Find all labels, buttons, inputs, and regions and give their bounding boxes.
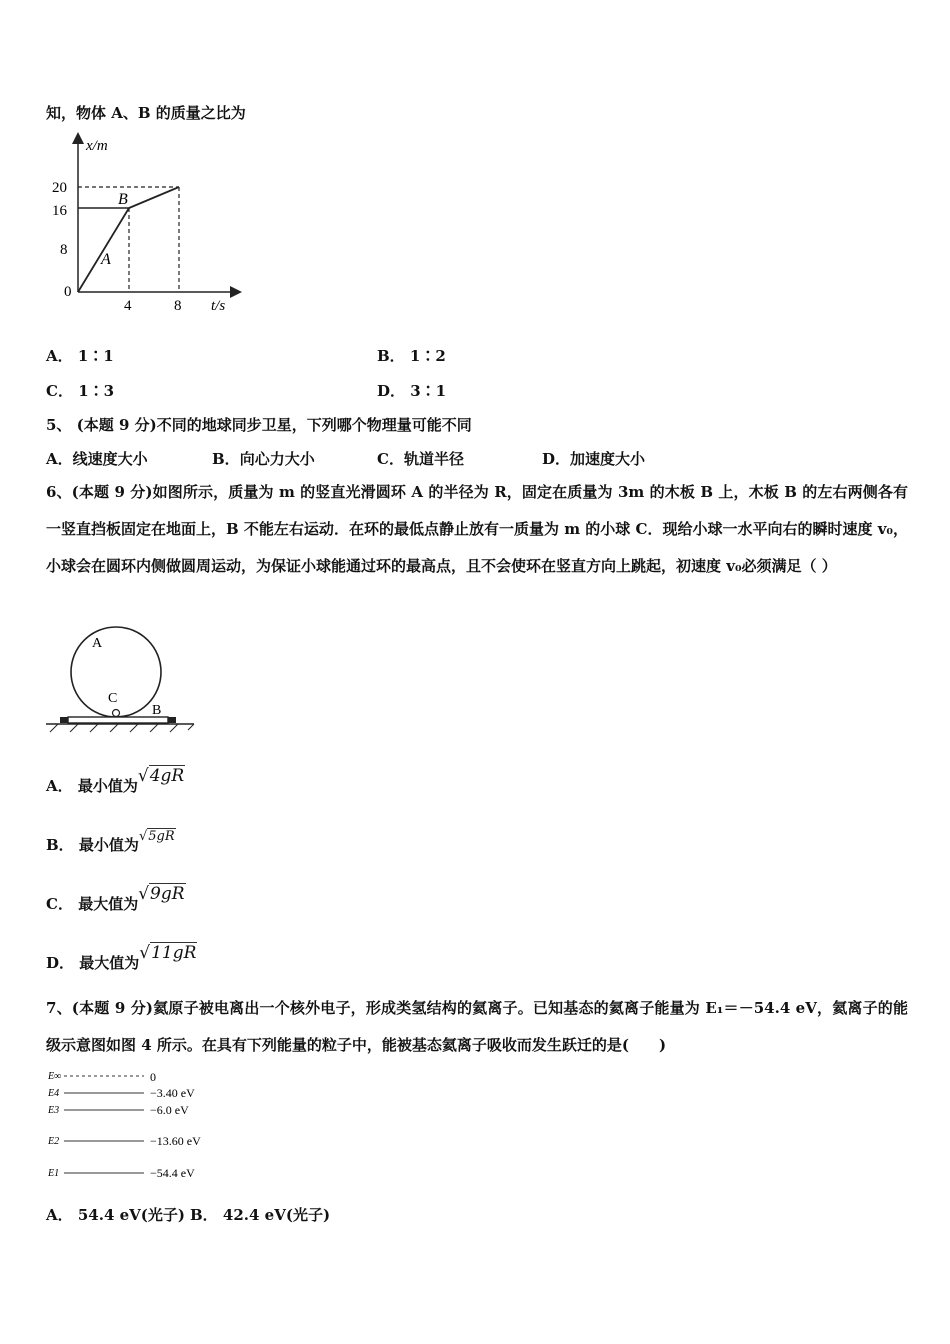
q4-option-d[interactable]: D． 3∶1 — [377, 382, 447, 400]
sqrt-formula-c: √9gR — [138, 884, 185, 904]
level-name-4: E4 — [48, 1088, 60, 1099]
q4-option-b[interactable]: B． 1∶2 — [377, 347, 446, 365]
sqrt-formula-a: √4gR — [137, 766, 185, 786]
q7-stem: 7、(本题 9 分)氦原子被电离出一个核外电子，形成类氢结构的氦离子。已知基态的氦离子能量为 E₁＝－54.4 eV，氦离子的能级示意图如图 4 所示。在具有下列能量的粒子中，能被基态氦离子吸收而发生跃迁的是( ) — [46, 999, 908, 1054]
x-tick-8: 8 — [174, 298, 182, 314]
q7-option-a[interactable]: A． 54.4 eV(光子) — [46, 1206, 186, 1224]
fig-label-B: B — [152, 703, 162, 718]
level-value-3: −6.0 eV — [150, 1103, 189, 1117]
q6-stem: 6、(本题 9 分)如图所示，质量为 m 的竖直光滑圆环 A 的半径为 R，固定在质量为 3m 的木板 B 上，木板 B 的左右两侧各有一竖直挡板固定在地面上，B 不能左右运动．在环的最低点静止放有一质量为 m 的小球 C．现给小球一水平向右的瞬时速度 v₀，小球会在圆环内侧做圆周运动，为保证小球能通过环的最高点，且不会使环在竖直方向上跳起，初速度 v₀必须满足（ ） — [46, 483, 908, 575]
q5-option-a[interactable]: A．线速度大小 — [46, 450, 148, 468]
level-name-2: E2 — [48, 1136, 60, 1147]
x-tick-4: 4 — [124, 298, 132, 314]
q5-option-c[interactable]: C．轨道半径 — [377, 450, 464, 468]
q6-option-d[interactable]: D． 最大值为√11gR — [46, 943, 197, 972]
stop-right — [168, 717, 176, 723]
level-value-2: −13.60 eV — [150, 1134, 201, 1148]
q4-intro: 知，物体 A、B 的质量之比为 — [46, 104, 246, 122]
q7-option-b[interactable]: B． 42.4 eV(光子) — [190, 1206, 331, 1224]
stop-left — [60, 717, 68, 723]
label-B: B — [118, 191, 128, 208]
q4-option-a[interactable]: A． 1∶1 — [46, 347, 114, 365]
level-name-3: E3 — [48, 1105, 60, 1116]
level-value-inf: 0 — [150, 1070, 156, 1084]
q5-stem: 5、 (本题 9 分)不同的地球同步卫星，下列哪个物理量可能不同 — [46, 416, 472, 434]
fig-label-A: A — [92, 636, 103, 651]
fig-label-C: C — [108, 691, 118, 706]
level-name-1: E1 — [48, 1168, 60, 1179]
x-label: t/s — [211, 298, 226, 314]
q6-option-a[interactable]: A． 最小值为√4gR — [46, 766, 185, 795]
label-A: A — [101, 251, 111, 268]
y-tick-0: 0 — [64, 284, 72, 300]
level-value-4: −3.40 eV — [150, 1086, 195, 1100]
q6-option-c[interactable]: C． 最大值为√9gR — [46, 884, 185, 913]
xt-graph — [46, 132, 246, 317]
sqrt-formula-d: √11gR — [139, 943, 197, 963]
q4-option-c[interactable]: C． 1∶3 — [46, 382, 115, 400]
level-name-inf: E∞ — [48, 1071, 62, 1082]
y-tick-16: 16 — [52, 203, 67, 219]
y-label: x/m — [86, 138, 108, 154]
sqrt-formula-b: √5gR — [138, 829, 175, 844]
q5-option-d[interactable]: D．加速度大小 — [542, 450, 646, 468]
q6-option-b[interactable]: B． 最小值为√5gR — [46, 829, 175, 854]
ring-figure — [44, 624, 196, 734]
y-tick-8: 8 — [60, 242, 68, 258]
q5-option-b[interactable]: B．向心力大小 — [212, 450, 315, 468]
y-tick-20: 20 — [52, 180, 67, 196]
combined-line — [129, 187, 179, 208]
ball-C — [113, 710, 120, 717]
energy-level-diagram — [46, 1066, 246, 1184]
a-line — [78, 208, 129, 292]
level-value-1: −54.4 eV — [150, 1166, 195, 1180]
